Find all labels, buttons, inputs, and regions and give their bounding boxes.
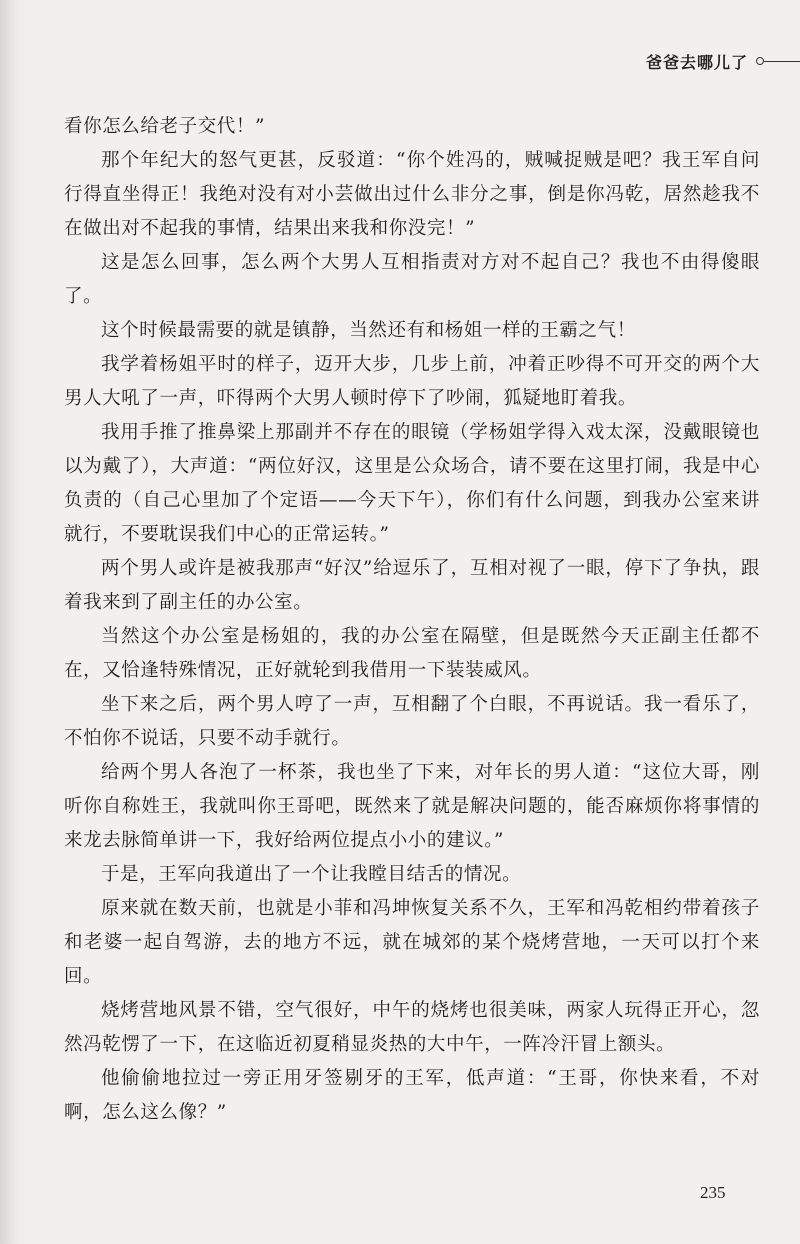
paragraph: 我用手推了推鼻梁上那副并不存在的眼镜（学杨姐学得入戏太深，没戴眼镜也以为戴了），大声道：“两位好汉，这里是公众场合，请不要在这里打闹，我是中心负责的（自己心里加了个定语——今天下午），你们有什么问题，到我办公室来讲就行，不要耽误我们中心的正常运转。” [64, 422, 760, 545]
paragraph: 当然这个办公室是杨姐的，我的办公室在隔壁，但是既然今天正副主任都不在，又恰逢特殊情况，正好就轮到我借用一下装装威风。 [64, 626, 760, 681]
paragraph: 两个男人或许是被我那声“好汉”给逗乐了，互相对视了一眼，停下了争执，跟着我来到了副主任的办公室。 [64, 558, 760, 613]
header-ornament-circle [756, 57, 764, 65]
paragraph: 烧烤营地风景不错，空气很好，中午的烧烤也很美味，两家人玩得正开心，忽然冯乾愣了一下，在这临近初夏稍显炎热的大中午，一阵冷汗冒上额头。 [64, 1000, 760, 1055]
running-title: 爸爸去哪儿了 [645, 52, 748, 72]
body-text [64, 110, 760, 1130]
paragraph: 我学着杨姐平时的样子，迈开大步，几步上前，冲着正吵得不可开交的两个大男人大吼了一声，吓得两个大男人顿时停下了吵闹，狐疑地盯着我。 [64, 354, 760, 409]
paragraph: 于是，王军向我道出了一个让我瞠目结舌的情况。 [101, 864, 522, 885]
paragraph: 那个年纪大的怒气更甚，反驳道：“你个姓冯的，贼喊捉贼是吧？我王军自问行得直坐得正！我绝对没有对小芸做出过什么非分之事，倒是你冯乾，居然趁我不在做出对不起我的事情，结果出来我和你没完！” [64, 150, 760, 239]
paragraph: 这是怎么回事，怎么两个大男人互相指责对方对不起自己？我也不由得傻眼了。 [64, 252, 760, 307]
header-rule [764, 61, 800, 62]
page-binding-edge [0, 0, 26, 1244]
paragraph: 原来就在数天前，也就是小菲和冯坤恢复关系不久，王军和冯乾相约带着孩子和老婆一起自驾游，去的地方不远，就在城郊的某个烧烤营地，一天可以打个来回。 [64, 898, 760, 987]
paragraph: 给两个男人各泡了一杯茶，我也坐了下来，对年长的男人道：“这位大哥，刚听你自称姓王，我就叫你王哥吧，既然来了就是解决问题的，能否麻烦你将事情的来龙去脉简单讲一下，我好给两位提点小小的建议。” [64, 762, 760, 851]
paragraph: 他偷偷地拉过一旁正用牙签剔牙的王军，低声道：“王哥，你快来看，不对啊，怎么这么像？” [64, 1068, 760, 1123]
paragraph: 看你怎么给老子交代！” [64, 116, 266, 137]
page-number: 235 [700, 1183, 726, 1202]
paragraph: 这个时候最需要的就是镇静，当然还有和杨姐一样的王霸之气！ [101, 320, 636, 341]
running-header [646, 49, 800, 73]
paragraph: 坐下来之后，两个男人哼了一声，互相翻了个白眼，不再说话。我一看乐了，不怕你不说话，只要不动手就行。 [64, 694, 760, 749]
